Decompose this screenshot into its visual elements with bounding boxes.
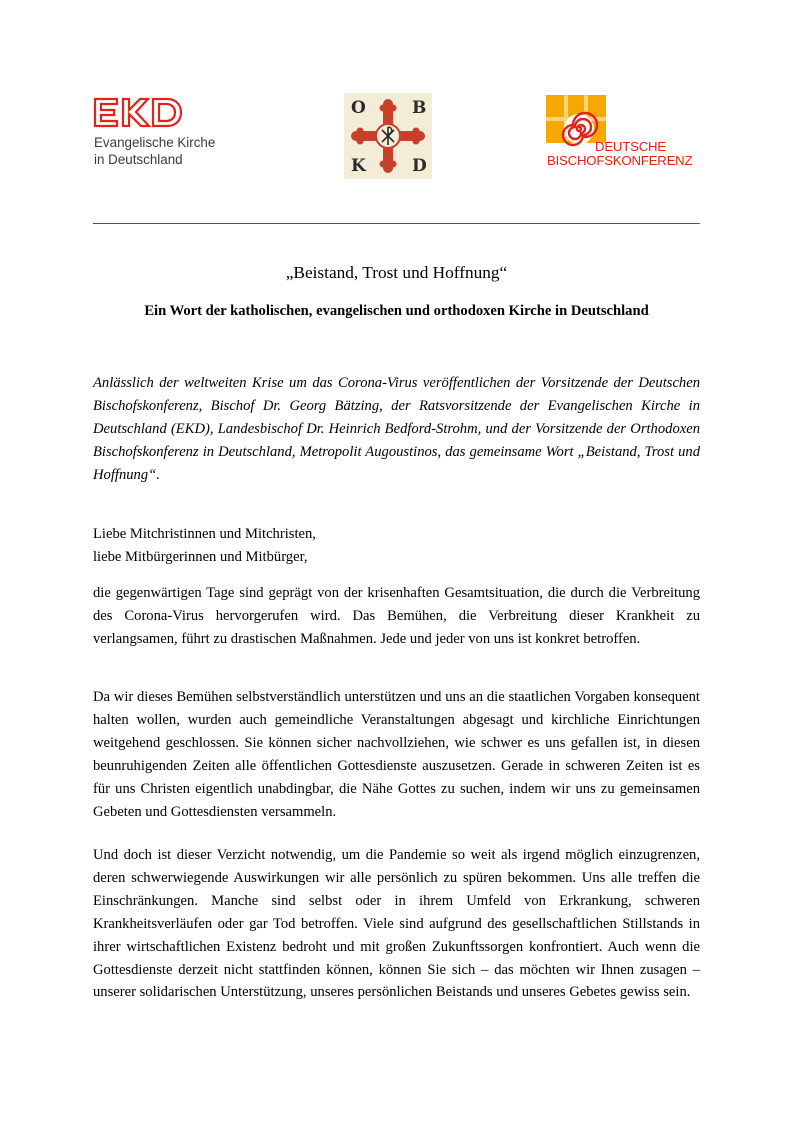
document-subtitle: Ein Wort der katholischen, evangelischen und orthodoxen Kirche in Deutschland [144,303,649,319]
dbk-name-line1: DEUTSCHE [595,139,666,154]
intro-paragraph: Anlässlich der weltweiten Krise um das Corona-Virus veröffentlichen der Vorsitzende der Deutschen Bischofskonferenz, Bischof Dr. Georg Bätzing, der Ratsvorsitzende der Evangelischen Kirche in Deutschland (EKD), Landesbischof Dr. Heinrich Bedford-Strohm, und der Vorsitzende der Orthodoxen Bischofskonferenz in Deutschland, Metropolit Augoustinos, das gemeinsame Wort „Beistand, Trost und Hoffnung“. [93,375,700,483]
obkd-letter-d: D [412,156,427,176]
salutation-line-1: Liebe Mitchristinnen und Mitchristen, [93,526,316,542]
body-paragraph-2: Da wir dieses Bemühen selbstverständlich unterstützen und uns an die staatlichen Vorgaben konsequent halten wollen, wurden auch gemeindliche Veranstaltungen abgesagt und kirchliche Einrichtungen weitgehend geschlossen. Sie können sicher nachvollziehen, wie schwer es uns gefallen ist, in diesen beunruhigenden Zeiten alle öffentlichen Gottesdienste auszusetzen. Gerade in schweren Zeiten ist es für uns Christen eigentlich unabdingbar, die Nähe Gottes zu suchen, indem wir uns zu gemeinsamen Gebeten und Gottesdiensten versammeln. [93,689,700,820]
dbk-name [547,140,692,168]
dbk-name-line2: BISCHOFSKONFERENZ [547,153,693,168]
salutation [93,523,700,569]
ekd-logo [93,97,243,177]
obkd-letter-k: K [351,156,366,176]
body-paragraph-1: die gegenwärtigen Tage sind geprägt von der krisenhaften Gesamtsituation, die durch die Verbreitung des Corona-Virus hervorgerufen wird. Das Bemühen, die Verbreitung dieser Krankheit zu verlangsamen, führt zu drastischen Maßnahmen. Jede und jeder von uns ist konkret betroffen. [93,585,700,647]
header-logos [0,0,793,200]
obkd-logo [344,93,432,179]
ekd-name-line2: in Deutschland [94,152,183,167]
salutation-line-2: liebe Mitbürgerinnen und Mitbürger, [93,548,308,565]
body-paragraph-3: Und doch ist dieser Verzicht notwendig, um die Pandemie so weit als irgend möglich einzugrenzen, deren schwerwiegende Auswirkungen wir alle persönlich zu spüren bekommen. Uns alle treffen die Einschränkungen. Manche sind selbst oder in ihrem Umfeld von Erkrankung, schweren Krankheitsverläufen oder gar Tod betroffen. Viele sind aufgrund des gesellschaftlichen Stillstands in ihrer wirtschaftlichen Existenz bedroht und mit großen Zukunftssorgen konfrontiert. Auch wenn die Gottesdienste derzeit nicht stattfinden können, können Sie sich – das möchten wir Ihnen zusagen – unserer solidarischen Unterstützung, unseres persönlichen Beistands und unseres Gebetes gewiss sein. [93,847,700,1001]
header-divider [93,223,700,224]
ekd-name [94,134,215,168]
ekd-name-line1: Evangelische Kirche [94,135,216,150]
dbk-logo [546,95,716,175]
obkd-letter-o: O [351,98,366,118]
obkd-letter-b: B [412,98,427,118]
document-title: „Beistand, Trost und Hoffnung“ [285,263,508,282]
ekd-wordmark-icon [93,97,183,128]
orthodox-cross-emblem-icon [344,93,432,179]
